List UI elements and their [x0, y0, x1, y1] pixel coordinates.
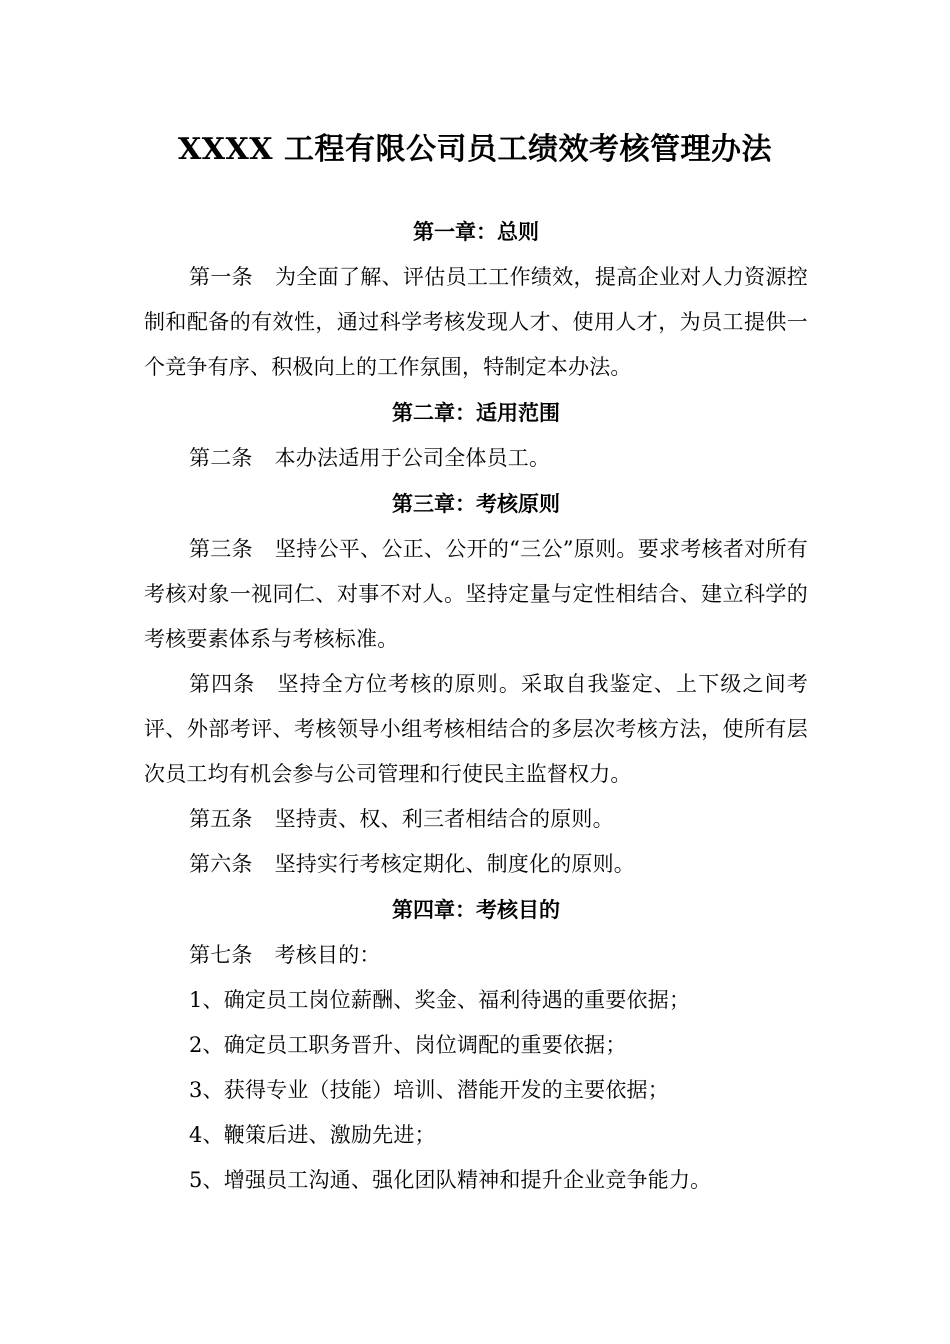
article-paragraph — [144, 527, 808, 662]
article-number: 第七条 — [189, 943, 253, 967]
list-item: 5、增强员工沟通、强化团队精神和提升企业竞争能力。 — [189, 1168, 712, 1192]
article-paragraph — [144, 662, 808, 797]
article-number: 第一条 — [189, 265, 253, 289]
article-text: 坚持责、权、利三者相结合的原则。 — [274, 807, 614, 831]
chapter-heading: 第二章：适用范围 — [392, 400, 560, 425]
list-item: 4、鞭策后进、激励先进； — [189, 1123, 436, 1147]
article-text: 坚持公平、公正、公开的“三公”原则。要求考核者对所有考核对象一视同仁、对事不对人。坚持定量与定性相结合、建立科学的考核要素体系与考核标准。 — [144, 537, 809, 651]
article-number: 第四条 — [189, 672, 256, 696]
article-text: 为全面了解、评估员工工作绩效，提高企业对人力资源控制和配备的有效性，通过科学考核发现人才、使用人才，为员工提供一个竞争有序、积极向上的工作氛围，特制定本办法。 — [144, 265, 808, 379]
document-title: XXXX 工程有限公司员工绩效考核管理办法 — [177, 132, 773, 167]
article-paragraph — [144, 842, 808, 887]
article-text: 坚持全方位考核的原则。采取自我鉴定、上下级之间考评、外部考评、考核领导小组考核相结合的多层次考核方法，使所有层次员工均有机会参与公司管理和行使民主监督权力。 — [144, 672, 808, 786]
chapter-heading: 第四章：考核目的 — [392, 897, 560, 922]
article-text: 本办法适用于公司全体员工。 — [274, 446, 551, 470]
article-number: 第二条 — [189, 446, 253, 470]
article-paragraph — [144, 436, 808, 481]
article-number: 第六条 — [189, 852, 253, 876]
list-item: 1、确定员工岗位薪酬、奖金、福利待遇的重要依据； — [189, 988, 691, 1012]
article-number: 第五条 — [189, 807, 253, 831]
chapter-heading: 第一章：总则 — [413, 219, 539, 244]
list-item: 2、确定员工职务晋升、岗位调配的重要依据； — [189, 1033, 627, 1057]
article-paragraph — [144, 933, 808, 978]
article-number: 第三条 — [189, 537, 253, 561]
article-paragraph — [144, 797, 808, 842]
list-item: 3、获得专业（技能）培训、潜能开发的主要依据； — [189, 1078, 669, 1102]
article-paragraph — [144, 255, 808, 390]
article-text: 坚持实行考核定期化、制度化的原则。 — [274, 852, 636, 876]
document-body — [144, 209, 808, 1203]
chapter-heading: 第三章：考核原则 — [392, 491, 560, 516]
article-text: 考核目的： — [274, 943, 381, 967]
